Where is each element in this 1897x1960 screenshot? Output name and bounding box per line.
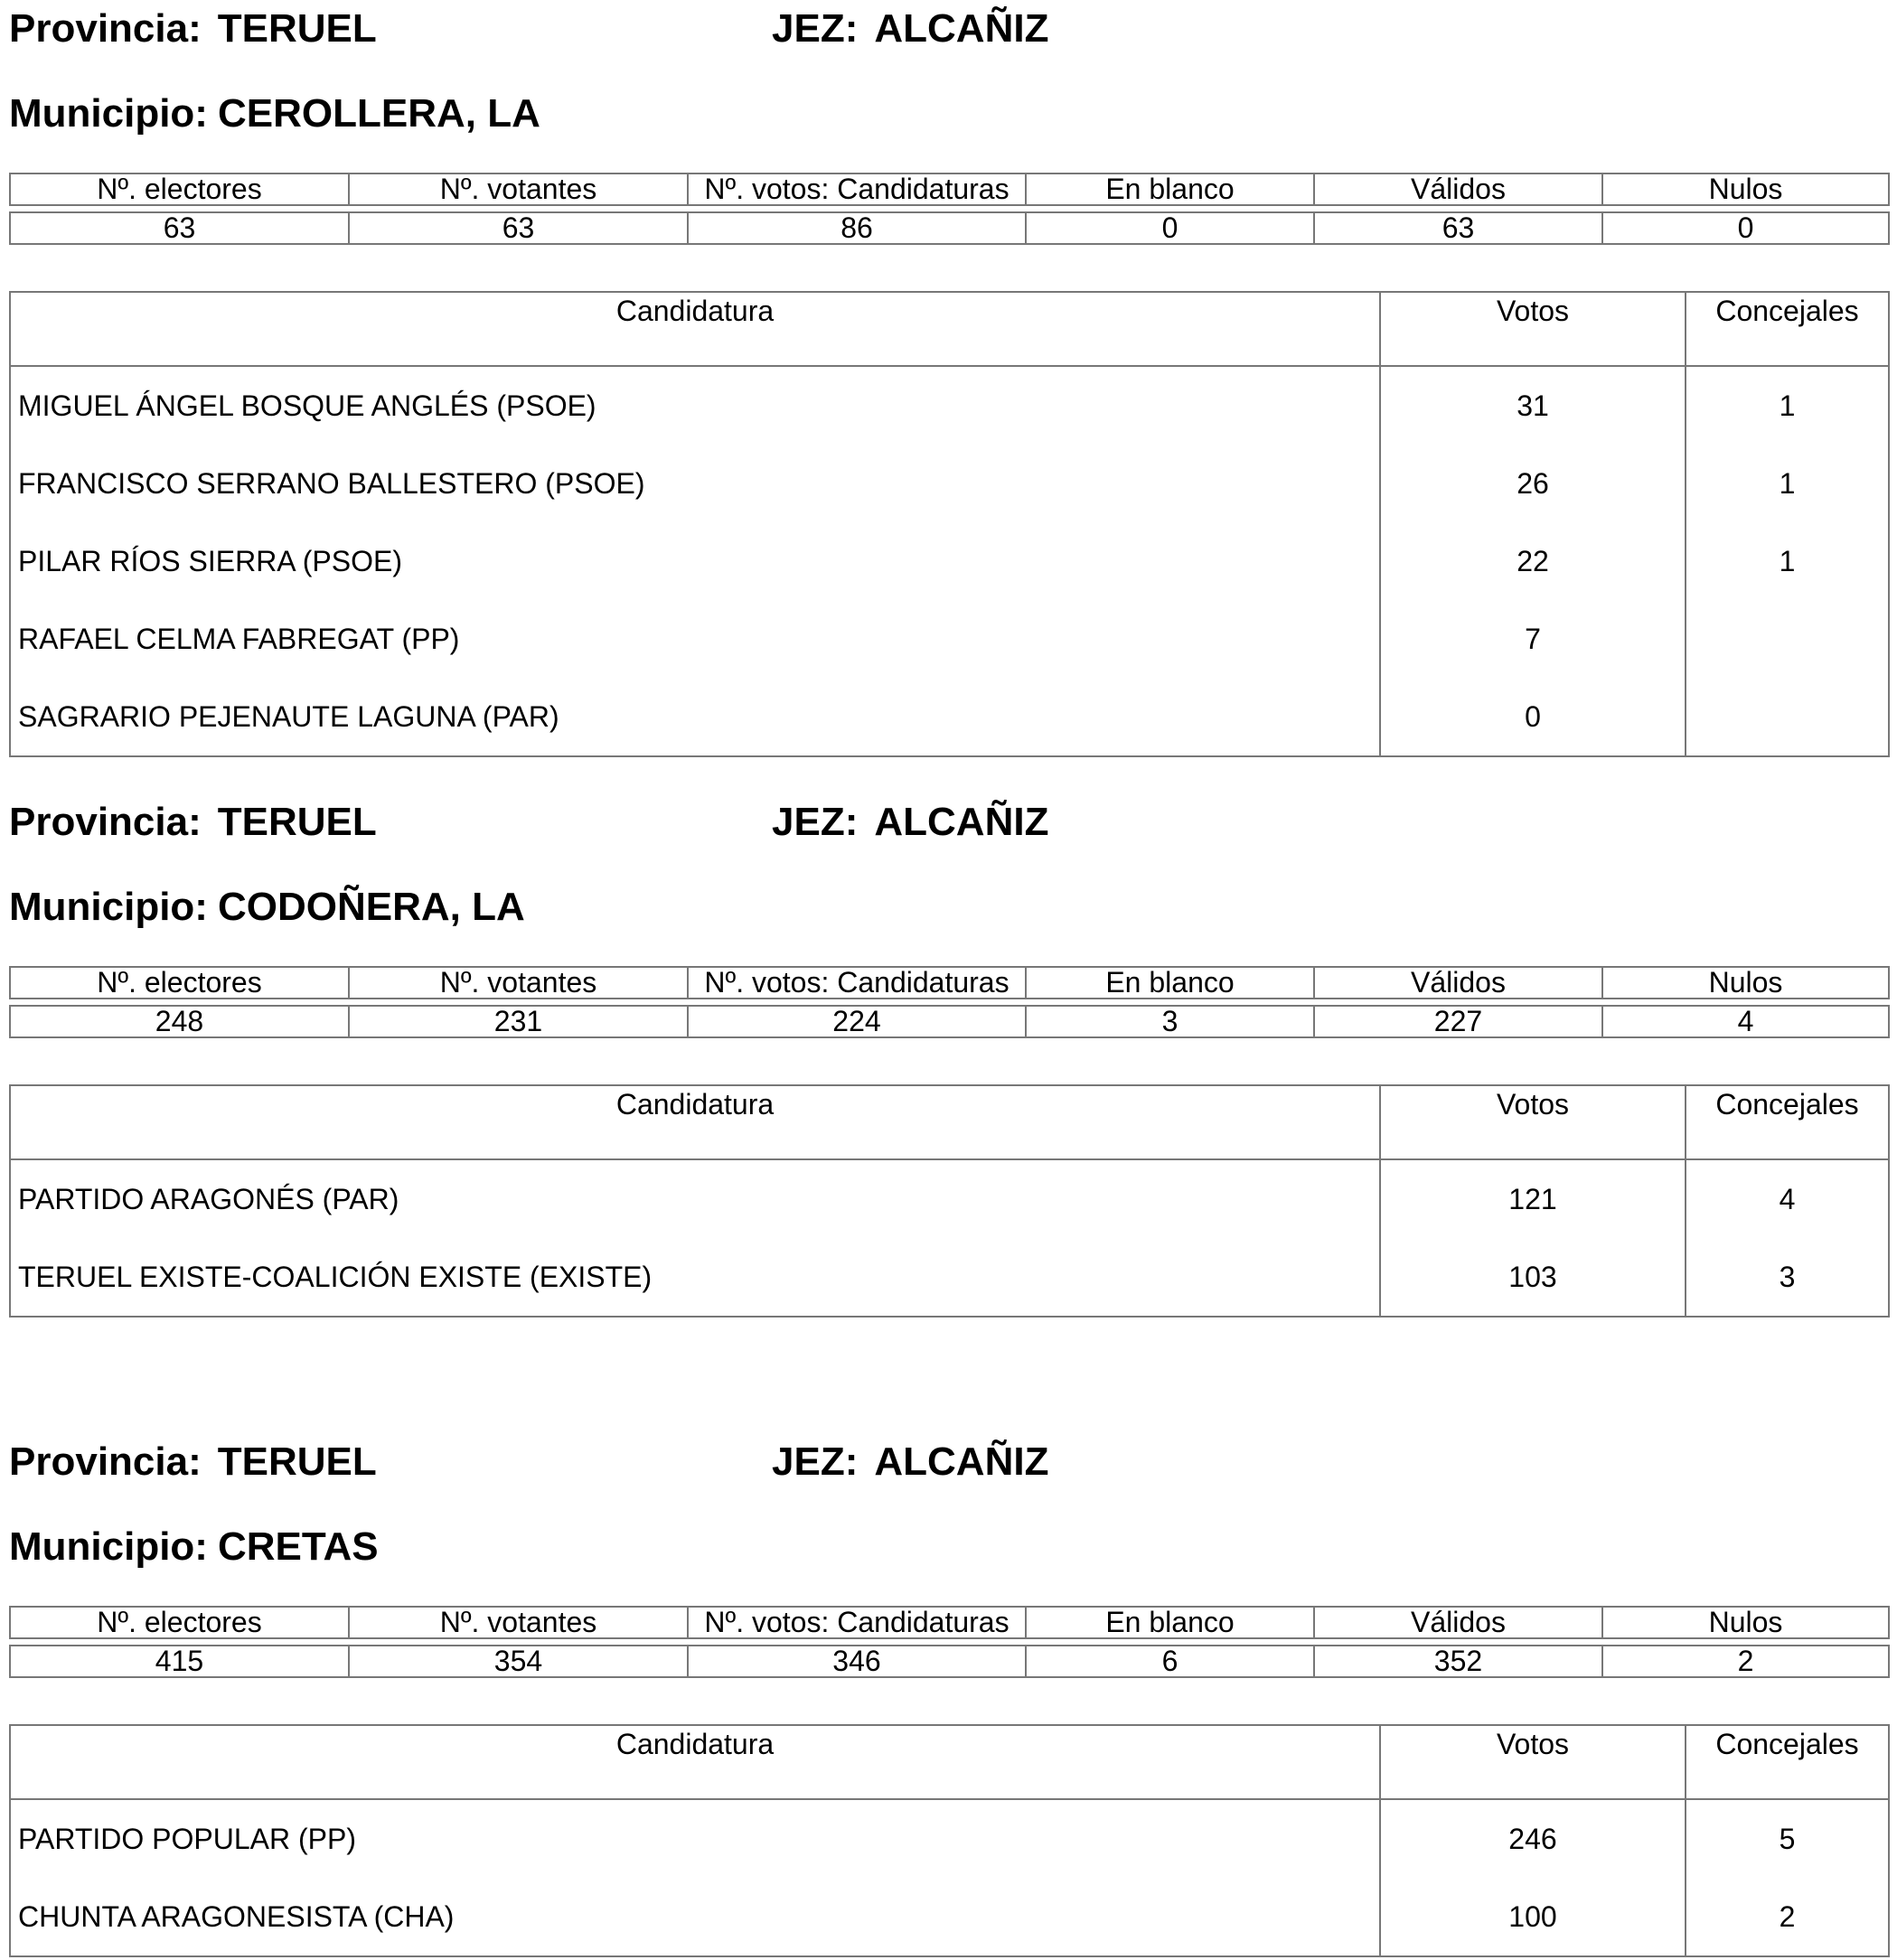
candidatura-cell: CHUNTA ARAGONESISTA (CHA) — [10, 1878, 1380, 1956]
concejales-cell: 3 — [1779, 1260, 1796, 1293]
provincia-label: Provincia: — [9, 6, 202, 51]
results-table — [9, 291, 1890, 757]
jez-line — [772, 1435, 1048, 1489]
summary-value: 346 — [688, 1646, 1026, 1677]
provincia-value: TERUEL — [217, 800, 377, 844]
municipio-line — [9, 87, 540, 141]
summary-value-row — [10, 1646, 1889, 1677]
votos-cell: 0 — [1380, 678, 1686, 756]
candidatura-cell: MIGUEL ÁNGEL BOSQUE ANGLÉS (PSOE) — [10, 366, 1380, 445]
summary-value-row — [10, 212, 1889, 244]
provincia-label: Provincia: — [9, 1440, 202, 1484]
results-header-candidatura: Candidatura — [10, 1725, 1380, 1799]
table-row — [10, 600, 1889, 678]
summary-value: 3 — [1026, 1006, 1314, 1037]
jez-label: JEZ: — [772, 6, 859, 51]
summary-value: 0 — [1026, 212, 1314, 244]
concejales-cell: 1 — [1779, 544, 1796, 577]
summary-header-row — [10, 173, 1889, 205]
summary-header: Nº. votantes — [349, 173, 688, 205]
concejales-cell: 5 — [1779, 1822, 1796, 1855]
summary-header: Nulos — [1602, 173, 1889, 205]
municipio-label: Municipio: — [9, 1524, 208, 1569]
concejales-cell — [1686, 678, 1889, 756]
results-header-row — [10, 1085, 1889, 1159]
results-header-votos: Votos — [1380, 1085, 1686, 1159]
summary-value: 231 — [349, 1006, 688, 1037]
summary-header: Válidos — [1314, 173, 1602, 205]
concejales-cell: 1 — [1779, 466, 1796, 500]
summary-header-row — [10, 967, 1889, 999]
table-row — [10, 1159, 1889, 1238]
summary-header: Nulos — [1602, 1607, 1889, 1638]
results-header-row — [10, 1725, 1889, 1799]
jez-line — [772, 2, 1048, 56]
summary-value: 86 — [688, 212, 1026, 244]
votos-cell: 100 — [1380, 1878, 1686, 1956]
concejales-cell — [1686, 600, 1889, 678]
summary-header: Nº. votos: Candidaturas — [688, 967, 1026, 999]
results-header-candidatura: Candidatura — [10, 292, 1380, 366]
provincia-value: TERUEL — [217, 6, 377, 51]
summary-header: Nº. votos: Candidaturas — [688, 173, 1026, 205]
summary-value-row — [10, 1006, 1889, 1037]
table-row — [10, 445, 1889, 522]
summary-value: 0 — [1602, 212, 1889, 244]
provincia-line — [9, 795, 377, 849]
table-row — [10, 678, 1889, 756]
candidatura-cell: FRANCISCO SERRANO BALLESTERO (PSOE) — [10, 445, 1380, 522]
table-row — [10, 366, 1889, 445]
candidatura-cell: PARTIDO POPULAR (PP) — [10, 1799, 1380, 1878]
results-header-votos: Votos — [1380, 292, 1686, 366]
results-header-candidatura: Candidatura — [10, 1085, 1380, 1159]
summary-header: Nº. votantes — [349, 1607, 688, 1638]
votos-cell: 26 — [1380, 445, 1686, 522]
jez-value: ALCAÑIZ — [874, 800, 1049, 844]
results-header-concejales: Concejales — [1686, 1085, 1889, 1159]
summary-header: Nulos — [1602, 967, 1889, 999]
table-row — [10, 522, 1889, 600]
summary-table — [9, 1606, 1890, 1678]
table-row — [10, 1878, 1889, 1956]
summary-header: Nº. votantes — [349, 967, 688, 999]
municipio-line — [9, 880, 525, 934]
table-row — [10, 1238, 1889, 1317]
municipio-label: Municipio: — [9, 885, 208, 929]
summary-value: 63 — [349, 212, 688, 244]
summary-header-row — [10, 1607, 1889, 1638]
summary-value: 4 — [1602, 1006, 1889, 1037]
votos-cell: 103 — [1380, 1238, 1686, 1317]
jez-value: ALCAÑIZ — [874, 1440, 1049, 1484]
municipio-value: CODOÑERA, LA — [217, 885, 525, 929]
candidatura-cell: TERUEL EXISTE-COALICIÓN EXISTE (EXISTE) — [10, 1238, 1380, 1317]
votos-cell: 121 — [1380, 1159, 1686, 1238]
votos-cell: 22 — [1380, 522, 1686, 600]
candidatura-cell: SAGRARIO PEJENAUTE LAGUNA (PAR) — [10, 678, 1380, 756]
concejales-cell: 4 — [1779, 1182, 1796, 1215]
summary-value: 63 — [10, 212, 349, 244]
summary-value: 248 — [10, 1006, 349, 1037]
summary-value: 354 — [349, 1646, 688, 1677]
summary-header: Nº. electores — [10, 1607, 349, 1638]
results-table — [9, 1084, 1890, 1318]
summary-value: 415 — [10, 1646, 349, 1677]
summary-value: 63 — [1314, 212, 1602, 244]
votos-cell: 31 — [1380, 366, 1686, 445]
summary-value: 224 — [688, 1006, 1026, 1037]
candidatura-cell: RAFAEL CELMA FABREGAT (PP) — [10, 600, 1380, 678]
summary-header: En blanco — [1026, 1607, 1314, 1638]
summary-value: 227 — [1314, 1006, 1602, 1037]
provincia-line — [9, 2, 377, 56]
results-header-concejales: Concejales — [1686, 1725, 1889, 1799]
summary-value: 6 — [1026, 1646, 1314, 1677]
results-header-row — [10, 292, 1889, 366]
summary-header: En blanco — [1026, 173, 1314, 205]
concejales-cell: 1 — [1779, 389, 1796, 422]
provincia-value: TERUEL — [217, 1440, 377, 1484]
provincia-label: Provincia: — [9, 800, 202, 844]
concejales-cell: 2 — [1779, 1899, 1796, 1933]
votos-cell: 246 — [1380, 1799, 1686, 1878]
summary-header: Válidos — [1314, 967, 1602, 999]
jez-label: JEZ: — [772, 800, 859, 844]
table-row — [10, 1799, 1889, 1878]
provincia-line — [9, 1435, 377, 1489]
results-header-votos: Votos — [1380, 1725, 1686, 1799]
jez-line — [772, 795, 1048, 849]
summary-value: 2 — [1602, 1646, 1889, 1677]
municipio-value: CEROLLERA, LA — [217, 91, 540, 136]
summary-table — [9, 173, 1890, 245]
jez-label: JEZ: — [772, 1440, 859, 1484]
candidatura-cell: PILAR RÍOS SIERRA (PSOE) — [10, 522, 1380, 600]
municipio-line — [9, 1520, 379, 1574]
municipio-value: CRETAS — [217, 1524, 379, 1569]
summary-header: Válidos — [1314, 1607, 1602, 1638]
municipio-label: Municipio: — [9, 91, 208, 136]
results-table — [9, 1724, 1890, 1957]
results-header-concejales: Concejales — [1686, 292, 1889, 366]
summary-value: 352 — [1314, 1646, 1602, 1677]
jez-value: ALCAÑIZ — [874, 6, 1049, 51]
summary-header: Nº. votos: Candidaturas — [688, 1607, 1026, 1638]
candidatura-cell: PARTIDO ARAGONÉS (PAR) — [10, 1159, 1380, 1238]
summary-header: En blanco — [1026, 967, 1314, 999]
summary-header: Nº. electores — [10, 173, 349, 205]
summary-header: Nº. electores — [10, 967, 349, 999]
summary-table — [9, 966, 1890, 1038]
votos-cell: 7 — [1380, 600, 1686, 678]
